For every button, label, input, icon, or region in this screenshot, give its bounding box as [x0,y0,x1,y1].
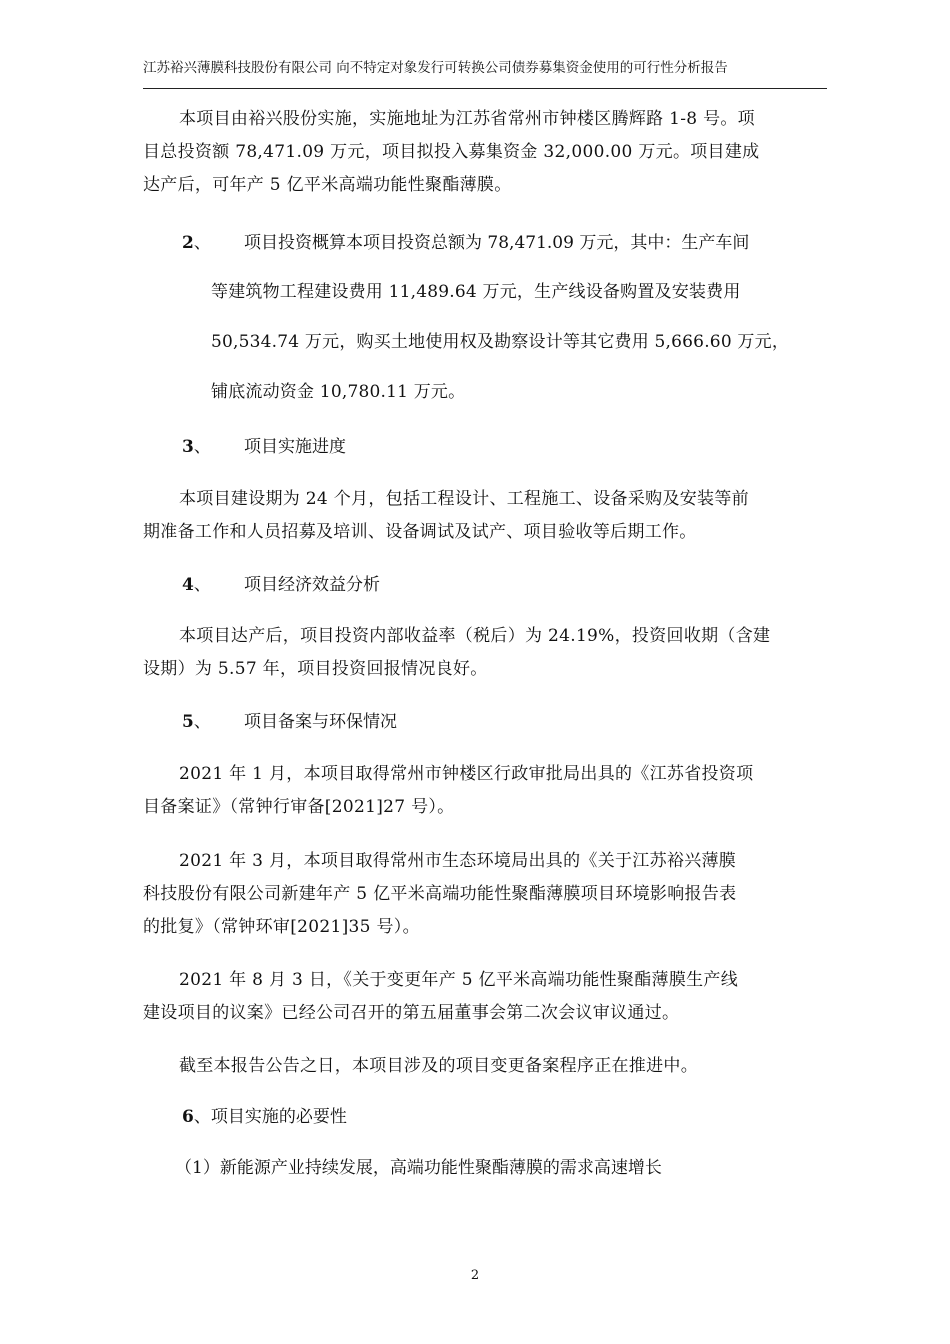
section-2-number: 2、 [182,233,211,253]
page-number: 2 [470,1268,480,1283]
intro-line-3: 达产后，可年产 5 亿平米高端功能性聚酯薄膜。 [143,175,512,195]
section-4-line-1: 本项目达产后，项目投资内部收益率（税后）为 24.19%，投资回收期（含建 [179,626,771,646]
section-3-paragraph [143,483,827,549]
section-6-title: 、项目实施的必要性 [193,1107,347,1127]
section-4-heading [182,569,380,602]
intro-line-1: 本项目由裕兴股份实施，实施地址为江苏省常州市钟楼区腾辉路 1-8 号。项 [179,109,755,129]
section-3-line-1: 本项目建设期为 24 个月，包括工程设计、工程施工、设备采购及安装等前 [179,489,749,509]
intro-paragraph [143,103,827,202]
section-5-p1-line-2: 目备案证》（常钟行审备[2021]27 号）。 [143,797,455,817]
section-5-p3-line-2: 建设项目的议案》已经公司召开的第五届董事会第二次会议审议通过。 [143,1003,680,1023]
section-5-number: 5、 [182,712,211,732]
section-4-title: 项目经济效益分析 [244,575,380,595]
section-2-line-2: 50,534.74 万元，购买土地使用权及勘察设计等其它费用 5,666.60 万元， [211,332,790,352]
section-6-heading [182,1101,347,1134]
section-6-sub-number: （1） [175,1158,220,1178]
section-3-line-2: 期准备工作和人员招募及培训、设备调试及试产、项目验收等后期工作。 [143,522,697,542]
section-2-heading [182,227,749,260]
page-header: 江苏裕兴薄膜科技股份有限公司 向不特定对象发行可转换公司债券募集资金使用的可行性分析报告 [143,60,728,76]
section-4-line-2: 设期）为 5.57 年，项目投资回报情况良好。 [143,659,488,679]
section-5-p4-line-1: 截至本报告公告之日，本项目涉及的项目变更备案程序正在推进中。 [179,1056,698,1076]
section-5-paragraph-1 [143,758,827,824]
header-divider [143,88,827,89]
section-5-p1-line-1: 2021 年 1 月，本项目取得常州市钟楼区行政审批局出具的《江苏省投资项 [179,764,754,784]
section-2-body [211,267,836,417]
section-5-p3-line-1: 2021 年 8 月 3 日，《关于变更年产 5 亿平米高端功能性聚酯薄膜生产线 [179,970,739,990]
section-3-number: 3、 [182,437,211,457]
section-2-first-line: 项目投资概算本项目投资总额为 78,471.09 万元，其中：生产车间 [244,233,750,253]
section-5-paragraph-2 [143,845,827,944]
section-6-sub-title: 新能源产业持续发展，高端功能性聚酯薄膜的需求高速增长 [219,1158,662,1178]
section-5-p2-line-2: 科技股份有限公司新建年产 5 亿平米高端功能性聚酯薄膜项目环境影响报告表 [143,884,737,904]
section-4-paragraph [143,620,827,686]
section-4-number: 4、 [182,575,211,595]
section-6-number: 6 [182,1107,194,1127]
section-5-p2-line-3: 的批复》（常钟环审[2021]35 号）。 [143,917,420,937]
section-6-subheading [175,1152,662,1185]
section-3-heading [182,431,346,464]
section-5-paragraph-4 [143,1050,827,1083]
section-5-paragraph-3 [143,964,827,1030]
section-5-p2-line-1: 2021 年 3 月，本项目取得常州市生态环境局出具的《关于江苏裕兴薄膜 [179,851,737,871]
section-5-title: 项目备案与环保情况 [244,712,397,732]
section-5-heading [182,706,397,739]
section-3-title: 项目实施进度 [244,437,346,457]
section-2-line-1: 等建筑物工程建设费用 11,489.64 万元，生产线设备购置及安装费用 [211,282,741,302]
section-2-line-3: 铺底流动资金 10,780.11 万元。 [211,382,466,402]
intro-line-2: 目总投资额 78,471.09 万元，项目拟投入募集资金 32,000.00 万元。项目建成 [143,142,760,162]
